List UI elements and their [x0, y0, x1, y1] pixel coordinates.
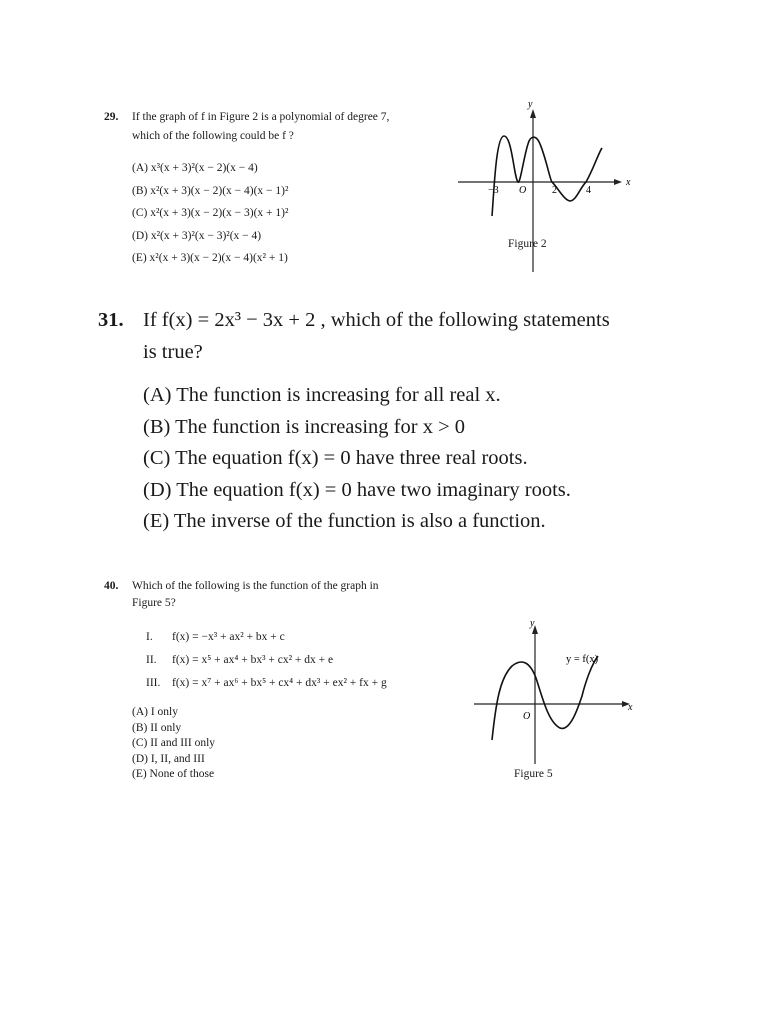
stem-line: which of the following could be f ?	[132, 130, 294, 142]
tick-label-neg3: −3	[488, 185, 499, 196]
stem-line: If the graph of f in Figure 2 is a polynomial of degree 7,	[132, 111, 390, 123]
question-number: 40.	[104, 580, 119, 592]
statement-text: f(x) = x⁷ + ax⁶ + bx⁵ + cx⁴ + dx³ + ex² + fx + g	[172, 677, 387, 689]
roman-numeral: I.	[146, 631, 153, 643]
choice-e: (E) x²(x + 3)(x − 2)(x − 4)(x² + 1)	[132, 252, 288, 264]
curve-label: y = f(x)	[566, 654, 599, 665]
statement-i	[146, 626, 444, 649]
tick-label-2: 2	[552, 185, 557, 196]
roman-numeral: III.	[146, 677, 161, 689]
x-axis-label: x	[628, 702, 633, 713]
statement-list	[146, 626, 444, 695]
tick-label-4: 4	[586, 185, 591, 196]
y-axis-label: y	[530, 618, 535, 629]
choice-e: (E) None of those	[132, 768, 215, 780]
question-29-stem	[104, 108, 449, 146]
choice-b: (B) x²(x + 3)(x − 2)(x − 4)(x − 1)²	[132, 184, 289, 197]
question-31-stem	[98, 304, 658, 368]
choice-c: (C) The equation f(x) = 0 have three real roots.	[143, 447, 528, 469]
choice-d: (D) The equation f(x) = 0 have two imaginary roots.	[143, 478, 571, 501]
statement-text: f(x) = x⁵ + ax⁴ + bx³ + cx² + dx + e	[172, 654, 334, 666]
question-40	[104, 578, 444, 783]
origin-label: O	[523, 711, 531, 722]
x-axis-arrow	[614, 179, 622, 185]
stem-line: Figure 5?	[132, 597, 176, 609]
roman-numeral: II.	[146, 654, 157, 666]
y-axis-arrow	[530, 109, 536, 118]
choice-d: (D) x²(x + 3)²(x − 3)²(x − 4)	[132, 229, 262, 242]
question-number: 29.	[104, 111, 119, 123]
choice-a: (A) I only	[132, 706, 178, 718]
origin-label: O	[519, 185, 527, 196]
choice-c: (C) II and III only	[132, 737, 216, 749]
figure-5-caption: Figure 5	[514, 768, 553, 780]
choice-a: (A) x³(x + 3)²(x − 2)(x − 4)	[132, 162, 258, 174]
statement-text: f(x) = −x³ + ax² + bx + c	[172, 631, 285, 643]
choice-b: (B) The function is increasing for x > 0	[143, 415, 466, 438]
stem-line: If f(x) = 2x³ − 3x + 2 , which of the following statements	[143, 309, 610, 331]
choice-d: (D) I, II, and III	[132, 752, 205, 765]
choice-c: (C) x²(x + 3)(x − 2)(x − 3)(x + 1)²	[132, 207, 289, 219]
stem-line: Which of the following is the function of the graph in	[132, 580, 379, 592]
answer-choices	[132, 157, 449, 270]
question-29	[104, 108, 449, 270]
answer-choices	[132, 705, 444, 783]
choice-e: (E) The inverse of the function is also a function.	[143, 510, 546, 532]
figure-5-graph	[470, 616, 640, 766]
question-number: 31.	[98, 309, 124, 331]
question-40-stem	[104, 578, 444, 612]
statement-ii	[146, 649, 444, 672]
question-31	[98, 304, 658, 538]
function-curve	[492, 656, 598, 740]
figure-2-caption: Figure 2	[508, 238, 547, 250]
statement-iii	[146, 672, 444, 695]
y-axis-label: y	[528, 99, 533, 110]
choice-b: (B) II only	[132, 721, 182, 734]
choice-a: (A) The function is increasing for all real x.	[143, 384, 501, 406]
answer-choices	[143, 380, 658, 538]
x-axis-label: x	[626, 177, 631, 188]
stem-line: is true?	[143, 341, 203, 363]
polynomial-curve	[492, 136, 602, 216]
